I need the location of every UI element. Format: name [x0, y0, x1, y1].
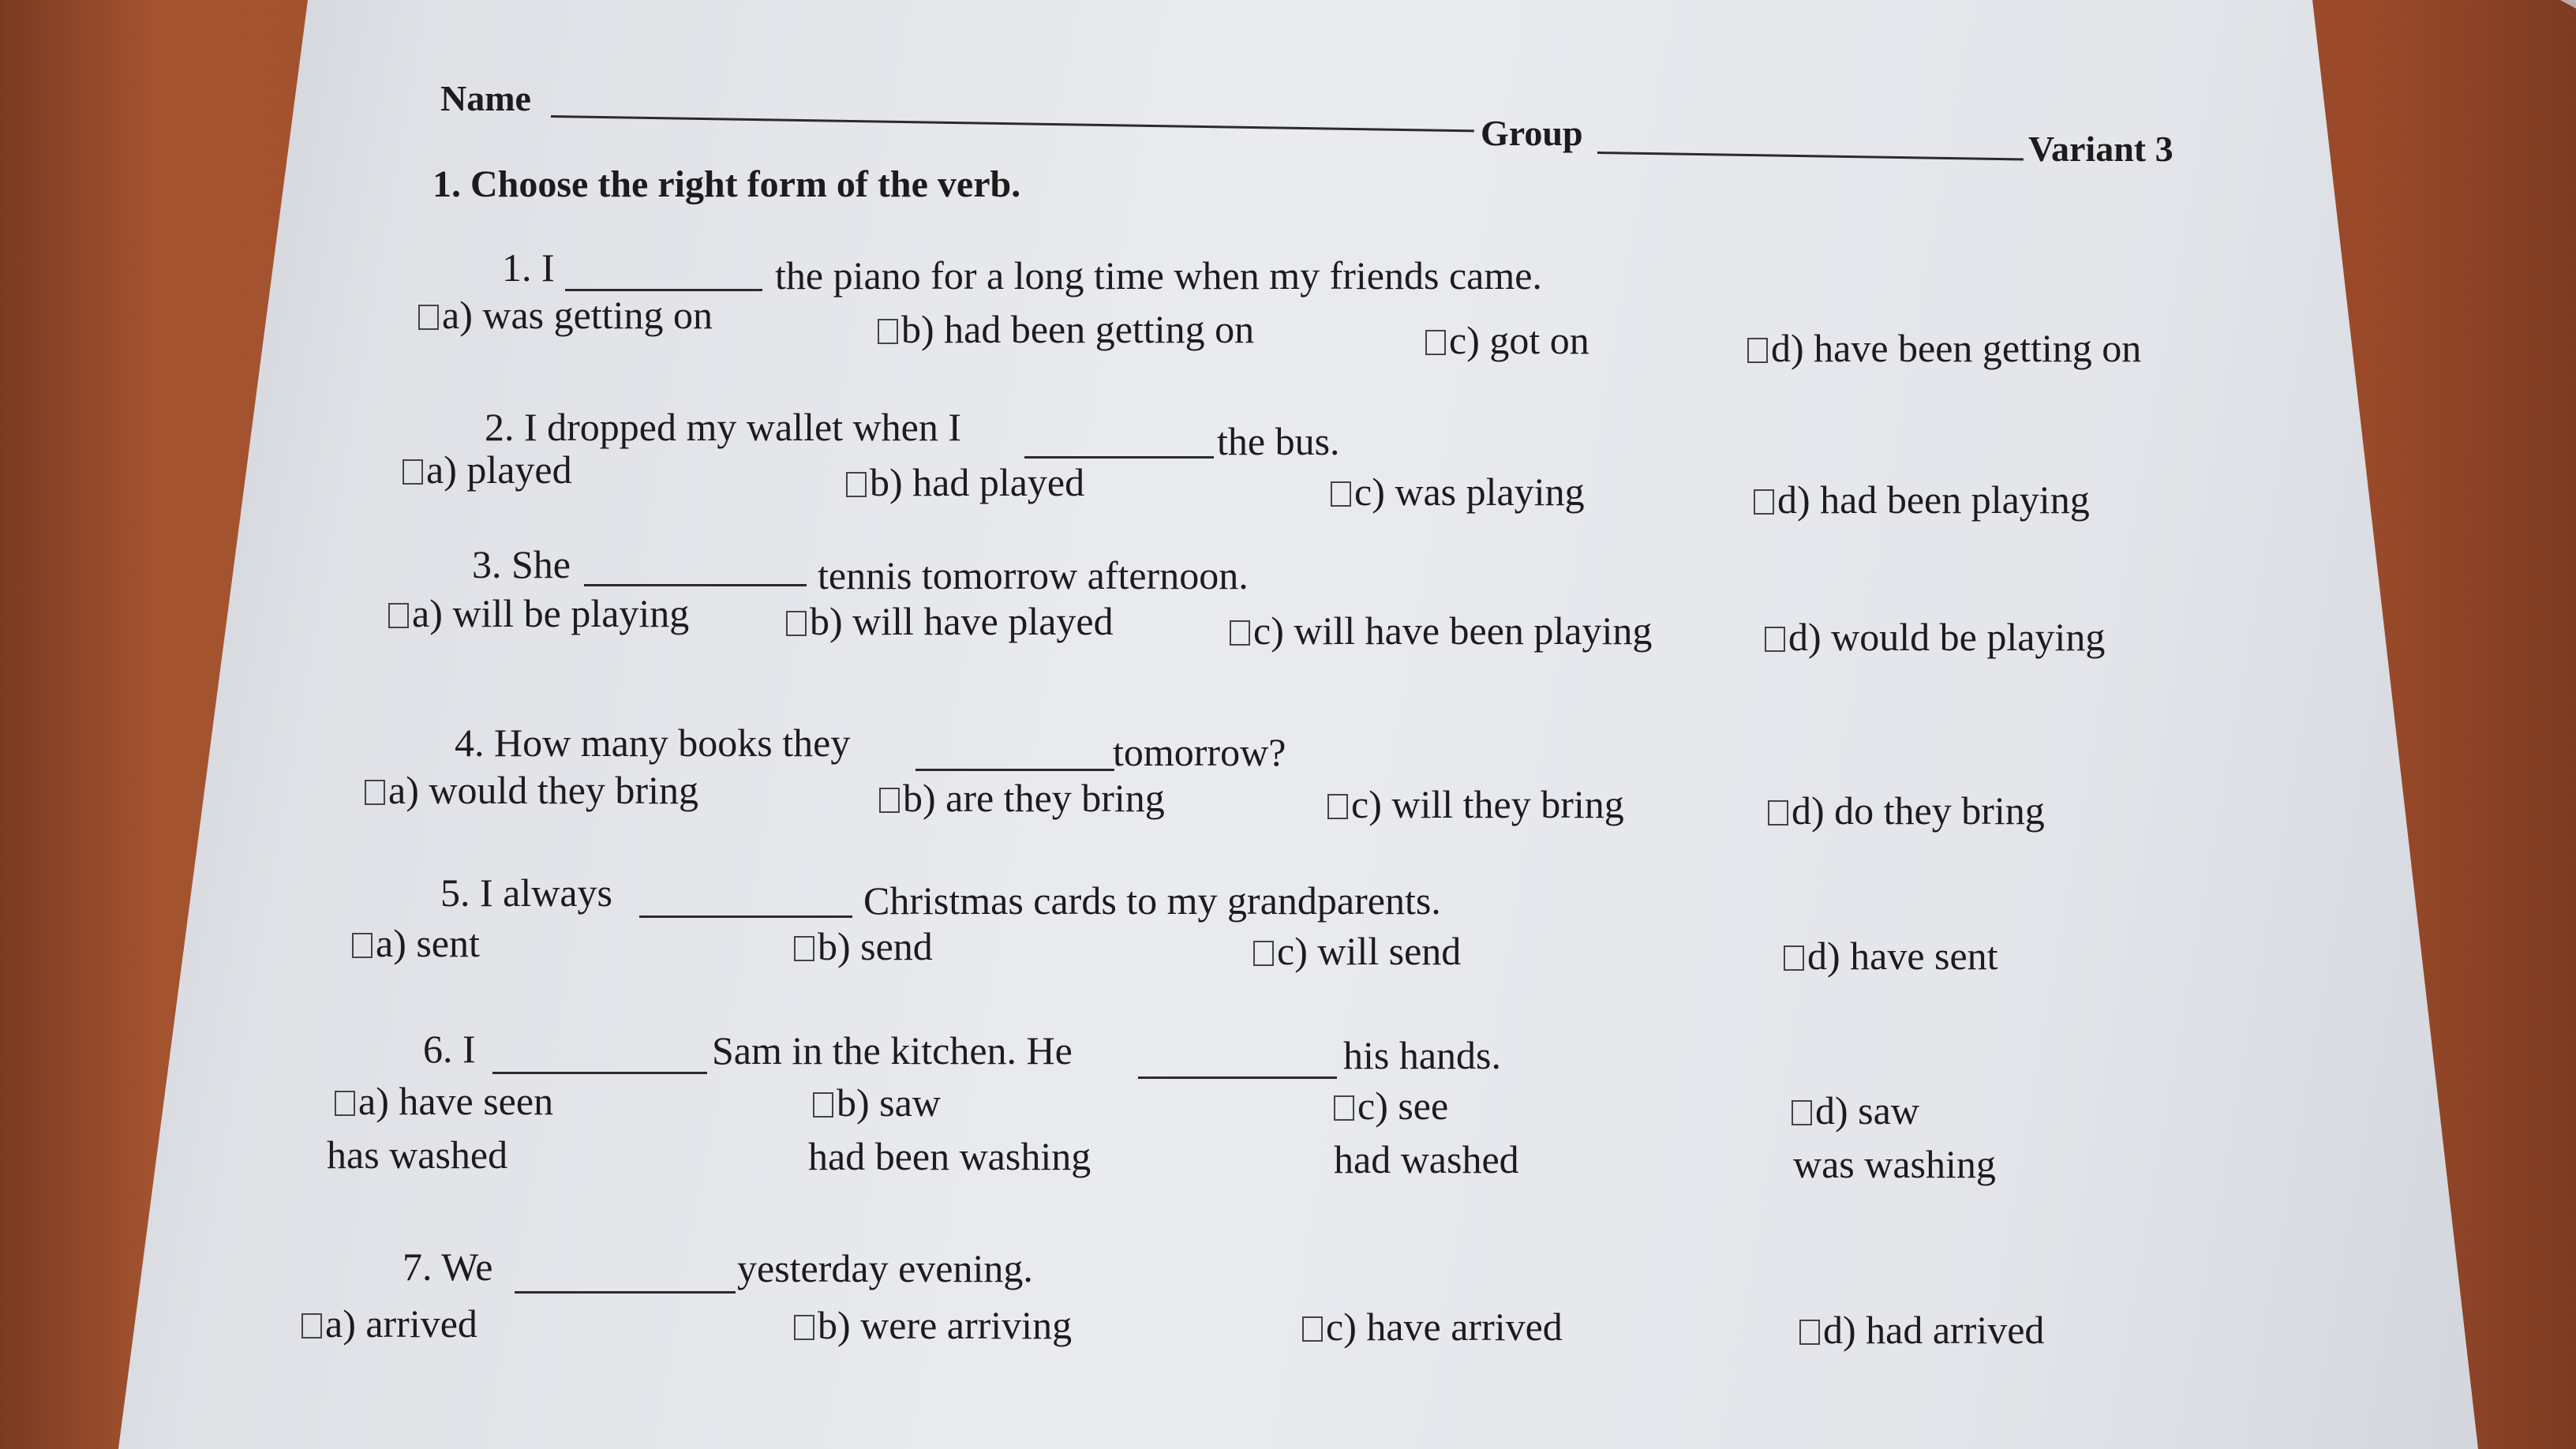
checkbox-icon: [402, 459, 423, 485]
question-1-blank[interactable]: [565, 289, 762, 291]
question-6-option-d-line2: was washing: [1793, 1142, 1996, 1186]
question-3-blank[interactable]: [584, 584, 807, 586]
question-3-option-c[interactable]: c) will have been playing: [1230, 611, 1652, 650]
question-6-option-c-line2: had washed: [1334, 1137, 1519, 1181]
group-field[interactable]: [1597, 152, 2024, 160]
checkbox-icon: [794, 936, 814, 961]
checkbox-icon: [1327, 794, 1348, 819]
question-2-prefix: 2. I dropped my wallet when I: [485, 405, 962, 449]
question-1-option-a[interactable]: a) was getting on: [418, 295, 713, 335]
question-6-option-a[interactable]: a) have seen: [335, 1081, 553, 1121]
question-7-option-d[interactable]: d) had arrived: [1799, 1310, 2044, 1350]
question-6-prefix: 6. I: [423, 1027, 476, 1071]
question-3-option-d[interactable]: d) would be playing: [1765, 617, 2105, 657]
question-1-prefix: 1. I: [502, 245, 555, 290]
checkbox-icon: [388, 603, 409, 628]
question-3-prefix: 3. She: [472, 542, 571, 586]
question-7-option-b[interactable]: b) were arriving: [794, 1305, 1072, 1345]
checkbox-icon: [418, 305, 439, 330]
question-4-suffix: tomorrow?: [1113, 730, 1286, 774]
question-7-suffix: yesterday evening.: [737, 1246, 1033, 1290]
question-7-blank[interactable]: [515, 1291, 736, 1294]
question-3-suffix: tennis tomorrow afternoon.: [818, 553, 1249, 597]
checkbox-icon: [1331, 481, 1351, 507]
question-4-option-c[interactable]: c) will they bring: [1327, 784, 1624, 824]
checkbox-icon: [1768, 800, 1788, 826]
question-7-option-c[interactable]: c) have arrived: [1302, 1307, 1563, 1346]
question-1-option-c[interactable]: c) got on: [1425, 320, 1589, 360]
question-6-option-c[interactable]: c) see: [1334, 1086, 1448, 1125]
question-5-suffix: Christmas cards to my grandparents.: [863, 878, 1441, 923]
question-1-option-d[interactable]: d) have been getting on: [1747, 328, 2141, 368]
question-2-option-c[interactable]: c) was playing: [1331, 472, 1585, 511]
question-5-blank[interactable]: [639, 915, 852, 918]
name-label: Name: [440, 78, 531, 118]
question-6-option-b[interactable]: b) saw: [813, 1083, 941, 1122]
name-field[interactable]: [551, 115, 1474, 132]
question-6-option-d[interactable]: d) saw: [1792, 1091, 1919, 1130]
question-2-option-b[interactable]: b) had played: [846, 462, 1084, 502]
checkbox-icon: [1425, 330, 1446, 355]
checkbox-icon: [1765, 627, 1785, 652]
question-5-option-d[interactable]: d) have sent: [1784, 936, 1998, 975]
question-1-suffix: the piano for a long time when my friends came.: [775, 253, 1542, 298]
question-4-blank[interactable]: [915, 769, 1114, 771]
checkbox-icon: [1334, 1095, 1354, 1121]
question-5-option-c[interactable]: c) will send: [1253, 931, 1461, 971]
checkbox-icon: [1792, 1100, 1812, 1125]
question-1-option-b[interactable]: b) had been getting on: [878, 309, 1254, 349]
checkbox-icon: [1302, 1316, 1323, 1342]
question-3-option-b[interactable]: b) will have played: [786, 601, 1114, 641]
question-5-prefix: 5. I always: [440, 871, 612, 915]
question-5-option-a[interactable]: a) sent: [352, 923, 480, 963]
question-2-option-a[interactable]: a) played: [402, 450, 572, 489]
question-7-option-a[interactable]: a) arrived: [301, 1304, 477, 1343]
question-6-blank-2[interactable]: [1138, 1076, 1337, 1079]
question-2-blank[interactable]: [1024, 456, 1214, 459]
checkbox-icon: [1784, 945, 1804, 971]
checkbox-icon: [1799, 1320, 1820, 1345]
question-6-option-a-line2: has washed: [327, 1133, 508, 1177]
checkbox-icon: [879, 788, 900, 813]
question-5-option-b[interactable]: b) send: [794, 927, 933, 966]
question-6-suffix: his hands.: [1343, 1033, 1501, 1077]
question-6-blank-1[interactable]: [492, 1072, 707, 1074]
checkbox-icon: [335, 1091, 355, 1116]
checkbox-icon: [846, 472, 867, 497]
question-4-prefix: 4. How many books they: [455, 721, 851, 765]
question-6-middle: Sam in the kitchen. He: [712, 1028, 1073, 1073]
checkbox-icon: [1747, 338, 1768, 363]
checkbox-icon: [1754, 489, 1774, 515]
checkbox-icon: [365, 780, 385, 805]
question-6-option-b-line2: had been washing: [808, 1134, 1091, 1178]
checkbox-icon: [786, 611, 807, 636]
checkbox-icon: [301, 1313, 322, 1339]
question-7-prefix: 7. We: [402, 1245, 493, 1289]
question-4-option-b[interactable]: b) are they bring: [879, 778, 1165, 818]
checkbox-icon: [1230, 620, 1250, 646]
question-4-option-a[interactable]: a) would they bring: [365, 770, 698, 810]
checkbox-icon: [794, 1315, 814, 1340]
checkbox-icon: [1253, 941, 1274, 966]
question-2-option-d[interactable]: d) had been playing: [1754, 480, 2090, 519]
question-2-suffix: the bus.: [1217, 419, 1340, 463]
task-title: 1. Choose the right form of the verb.: [432, 163, 1021, 205]
group-label: Group: [1481, 113, 1583, 153]
variant-label: Variant 3: [2028, 129, 2174, 169]
checkbox-icon: [878, 319, 898, 344]
question-4-option-d[interactable]: d) do they bring: [1768, 791, 2045, 830]
checkbox-icon: [813, 1092, 833, 1118]
checkbox-icon: [352, 933, 373, 958]
question-3-option-a[interactable]: a) will be playing: [388, 593, 689, 633]
